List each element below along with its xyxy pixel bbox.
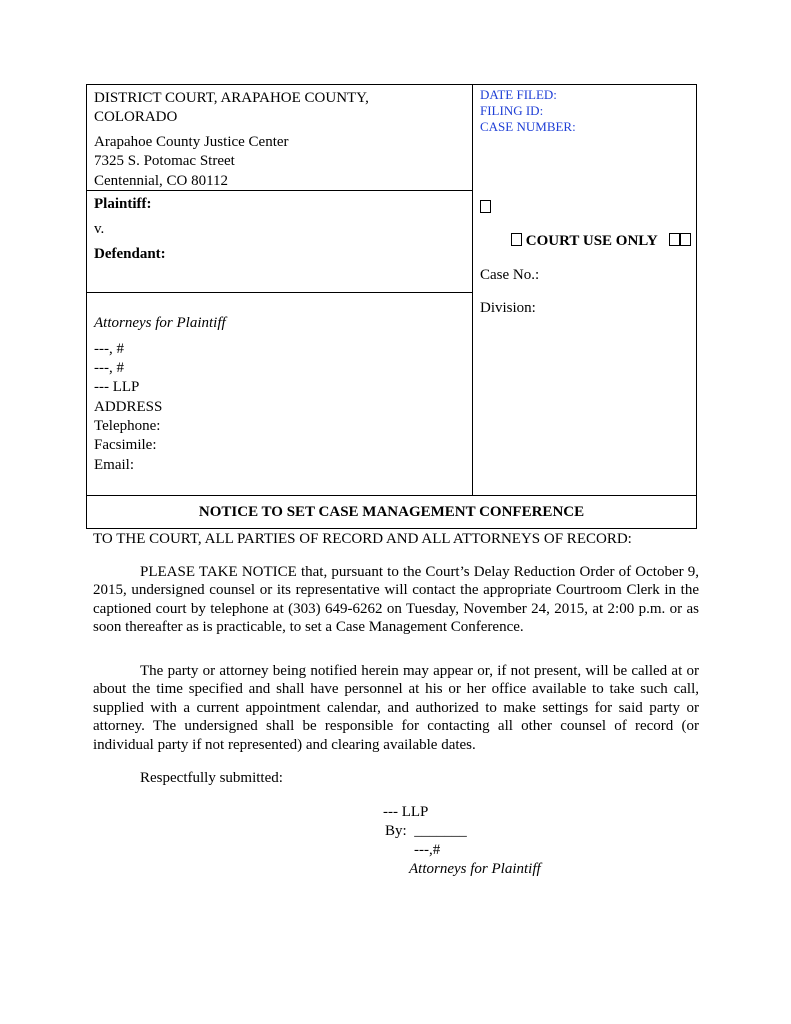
defendant-label: Defendant: — [94, 246, 166, 262]
division-label: Division: — [480, 300, 536, 316]
signature-name: ---,# — [414, 842, 441, 858]
plaintiff-label: Plaintiff: — [94, 196, 152, 212]
attorney-firm: --- LLP — [94, 379, 140, 395]
placeholder-glyph — [480, 199, 491, 218]
date-filed-label: DATE FILED: — [480, 87, 557, 102]
court-name: DISTRICT COURT, ARAPAHOE COUNTY, — [94, 90, 369, 106]
signature-line: _______ — [414, 823, 467, 839]
signature-firm: --- LLP — [383, 804, 429, 820]
closing: Respectfully submitted: — [140, 770, 283, 786]
signature-by-label: By: — [385, 823, 407, 839]
attorney-facsimile: Facsimile: — [94, 437, 157, 453]
court-use-only-row — [511, 232, 691, 251]
attorneys-heading: Attorneys for Plaintiff — [94, 315, 226, 331]
document-title: NOTICE TO SET CASE MANAGEMENT CONFERENCE — [198, 504, 585, 520]
versus-label: v. — [94, 221, 105, 237]
caption-rule-parties — [87, 292, 472, 293]
filing-id-label: FILING ID: — [480, 103, 544, 118]
attorney-line-1: ---, # — [94, 341, 124, 357]
case-no-label: Case No.: — [480, 267, 540, 283]
signature-role: Attorneys for Plaintiff — [409, 861, 541, 877]
placeholder-glyph — [511, 233, 522, 246]
attorney-line-2: ---, # — [94, 360, 124, 376]
salutation: TO THE COURT, ALL PARTIES OF RECORD AND ALL ATTORNEYS OF RECORD: — [93, 531, 632, 547]
caption-rule-title — [87, 495, 696, 496]
attorney-email: Email: — [94, 457, 134, 473]
court-use-only-label: COURT USE ONLY — [525, 233, 658, 249]
court-address-street: 7325 S. Potomac Street — [94, 153, 235, 169]
case-number-label: CASE NUMBER: — [480, 119, 576, 134]
court-address-city: Centennial, CO 80112 — [94, 173, 229, 189]
placeholder-glyph — [669, 233, 680, 246]
attorney-telephone: Telephone: — [94, 418, 161, 434]
caption-box — [86, 84, 697, 529]
court-state: COLORADO — [94, 109, 178, 125]
court-address-building: Arapahoe County Justice Center — [94, 134, 289, 150]
body-paragraph-1: PLEASE TAKE NOTICE that, pursuant to the Court’s Delay Reduction Order of October 9, 2015, undersigned counsel or its representative will contact the appropriate Courtroom Clerk in the captioned court by telephone at (303) 649-6262 on Tuesday, November 24, 2015, at 2:00 p.m. or as soon thereafter as is practicable, to set a Case Management Conference. — [93, 564, 699, 636]
caption-divider — [472, 85, 473, 495]
attorney-address: ADDRESS — [94, 399, 163, 415]
signature-by-row — [385, 822, 467, 841]
placeholder-glyph — [680, 233, 691, 246]
body-paragraph-2: The party or attorney being notified herein may appear or, if not present, will be called at or about the time specified and shall have personnel at his or her office available to take such call, supplied with a current appointment calendar, and authorized to make settings for said party or attorney. The undersigned shall be responsible for contacting all other counsel of record (or individual party if not represented) and clearing available dates. — [93, 663, 699, 753]
